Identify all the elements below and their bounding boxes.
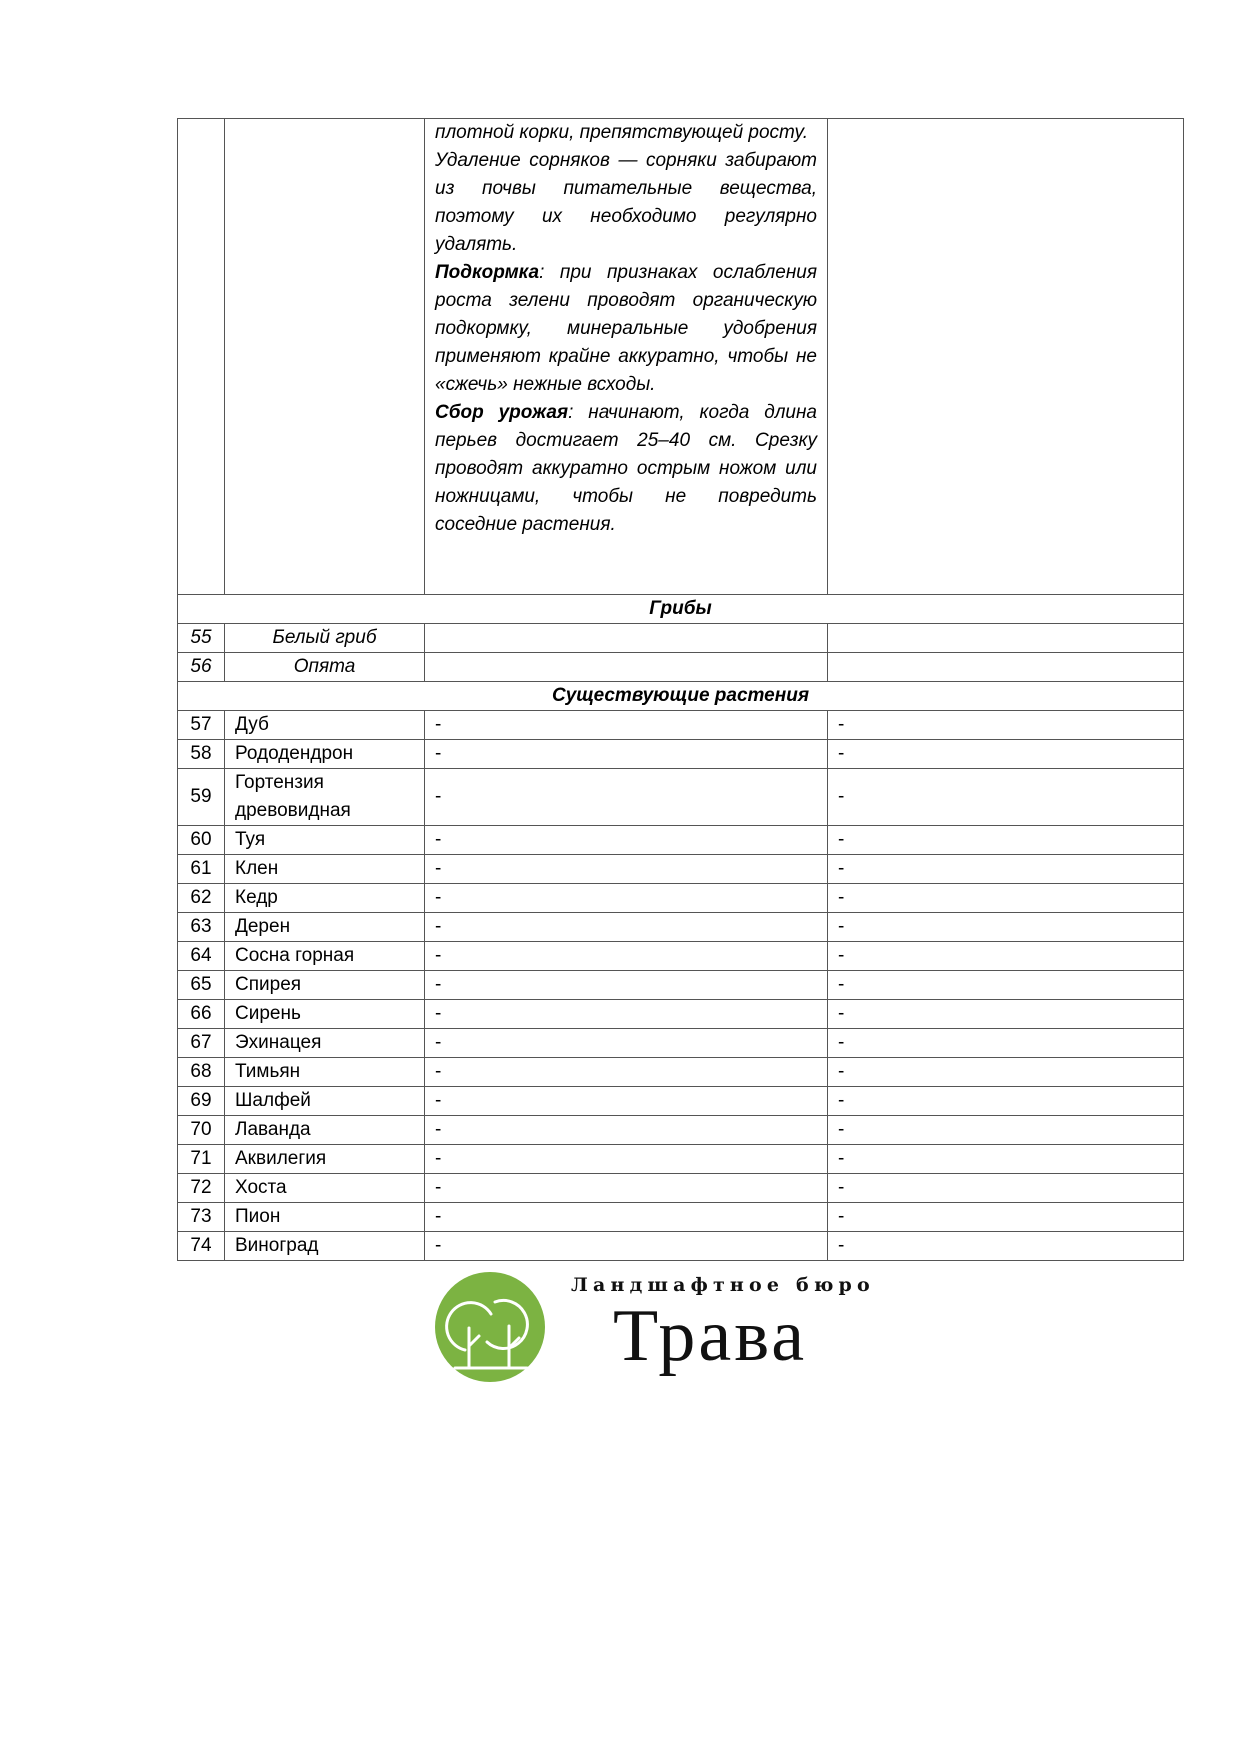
section-title-mushrooms: Грибы bbox=[178, 595, 1184, 624]
row-number: 66 bbox=[178, 1000, 225, 1029]
cell-value: - bbox=[425, 1000, 828, 1029]
table-row bbox=[178, 1087, 1184, 1116]
row-number: 70 bbox=[178, 1116, 225, 1145]
table-row bbox=[178, 1116, 1184, 1145]
cell-value: - bbox=[828, 1029, 1184, 1058]
table-row bbox=[178, 942, 1184, 971]
row-number: 60 bbox=[178, 826, 225, 855]
table-row bbox=[178, 1232, 1184, 1261]
cell-value: - bbox=[828, 1000, 1184, 1029]
table-row bbox=[178, 884, 1184, 913]
plant-name: Тимьян bbox=[225, 1058, 425, 1087]
plant-name: Шалфей bbox=[225, 1087, 425, 1116]
logo-title: Трава bbox=[613, 1295, 808, 1377]
plant-name: Виноград bbox=[225, 1232, 425, 1261]
cell-value: - bbox=[425, 711, 828, 740]
plant-name: Хоста bbox=[225, 1174, 425, 1203]
row-number: 74 bbox=[178, 1232, 225, 1261]
cell-value: - bbox=[828, 855, 1184, 884]
cell-value: - bbox=[425, 913, 828, 942]
cell-value: - bbox=[425, 855, 828, 884]
row-number: 72 bbox=[178, 1174, 225, 1203]
table-row-care-continuation bbox=[178, 119, 1184, 595]
table-row bbox=[178, 826, 1184, 855]
logo-subtitle: Ландшафтное бюро bbox=[571, 1274, 875, 1296]
care-paragraph-4 bbox=[435, 399, 817, 539]
plant-name: Туя bbox=[225, 826, 425, 855]
plant-name: Дерен bbox=[225, 913, 425, 942]
care-paragraph-3 bbox=[435, 259, 817, 399]
cell-value: - bbox=[425, 1116, 828, 1145]
cell-value: - bbox=[828, 1174, 1184, 1203]
care-text-cell bbox=[425, 119, 828, 595]
care-heading-feeding: Подкормка bbox=[435, 262, 540, 283]
row-number: 68 bbox=[178, 1058, 225, 1087]
table-row bbox=[178, 913, 1184, 942]
cell-value: - bbox=[828, 971, 1184, 1000]
cell-empty bbox=[828, 624, 1184, 653]
row-number: 65 bbox=[178, 971, 225, 1000]
cell-value: - bbox=[425, 769, 828, 826]
row-number: 58 bbox=[178, 740, 225, 769]
row-number: 69 bbox=[178, 1087, 225, 1116]
plant-name: Лаванда bbox=[225, 1116, 425, 1145]
plant-name: Кедр bbox=[225, 884, 425, 913]
plant-name: Эхинацея bbox=[225, 1029, 425, 1058]
cell-value: - bbox=[828, 1203, 1184, 1232]
cell-num-empty bbox=[178, 119, 225, 595]
row-number: 57 bbox=[178, 711, 225, 740]
row-number: 64 bbox=[178, 942, 225, 971]
row-number: 56 bbox=[178, 653, 225, 682]
cell-value: - bbox=[828, 1058, 1184, 1087]
cell-value: - bbox=[425, 1087, 828, 1116]
table-row bbox=[178, 855, 1184, 884]
company-logo bbox=[435, 1272, 885, 1384]
cell-empty bbox=[425, 624, 828, 653]
cell-value: - bbox=[425, 1029, 828, 1058]
cell-value: - bbox=[425, 942, 828, 971]
plant-name: Клен bbox=[225, 855, 425, 884]
table-row bbox=[178, 1174, 1184, 1203]
cell-value: - bbox=[425, 826, 828, 855]
cell-value: - bbox=[828, 884, 1184, 913]
plant-name: Рододендрон bbox=[225, 740, 425, 769]
section-row-existing bbox=[178, 682, 1184, 711]
cell-value: - bbox=[828, 1145, 1184, 1174]
cell-empty bbox=[425, 653, 828, 682]
care-heading-harvest: Сбор урожая bbox=[435, 402, 569, 423]
cell-value: - bbox=[425, 740, 828, 769]
plant-name: Аквилегия bbox=[225, 1145, 425, 1174]
cell-value: - bbox=[828, 1087, 1184, 1116]
table-row bbox=[178, 653, 1184, 682]
cell-value: - bbox=[828, 1116, 1184, 1145]
cell-name-empty bbox=[225, 119, 425, 595]
care-text-harvest: : начинают, когда длина перьев достигает 25–40 см. Срезку проводят аккуратно острым ножом или ножницами, чтобы не повредить соседние растения. bbox=[435, 402, 818, 535]
cell-value: - bbox=[828, 769, 1184, 826]
row-number: 61 bbox=[178, 855, 225, 884]
care-paragraph-1: плотной корки, препятствующей росту. bbox=[435, 122, 808, 143]
row-number: 63 bbox=[178, 913, 225, 942]
cell-value: - bbox=[828, 711, 1184, 740]
table-row bbox=[178, 971, 1184, 1000]
care-text-feeding: : при признаках ослабления роста зелени проводят органическую подкормку, минеральные удобрения применяют крайне аккуратно, чтобы не «сжечь» нежные всходы. bbox=[435, 262, 817, 395]
plant-name: Сосна горная bbox=[225, 942, 425, 971]
section-title-existing: Существующие растения bbox=[178, 682, 1184, 711]
cell-value: - bbox=[425, 1174, 828, 1203]
plant-name: Сирень bbox=[225, 1000, 425, 1029]
table-row bbox=[178, 1000, 1184, 1029]
cell-empty bbox=[828, 653, 1184, 682]
plant-name: Гортензия древовидная bbox=[225, 769, 425, 826]
section-row-mushrooms bbox=[178, 595, 1184, 624]
table-row bbox=[178, 711, 1184, 740]
plant-name: Белый гриб bbox=[225, 624, 425, 653]
cell-notes-empty bbox=[828, 119, 1184, 595]
cell-value: - bbox=[828, 1232, 1184, 1261]
care-paragraph-2: Удаление сорняков — сорняки забирают из почвы питательные вещества, поэтому их необходимо регулярно удалять. bbox=[435, 150, 817, 255]
plant-name: Дуб bbox=[225, 711, 425, 740]
cell-value: - bbox=[425, 1058, 828, 1087]
table-row bbox=[178, 1203, 1184, 1232]
row-number: 59 bbox=[178, 769, 225, 826]
plants-table bbox=[177, 118, 1184, 1261]
cell-value: - bbox=[425, 1232, 828, 1261]
row-number: 67 bbox=[178, 1029, 225, 1058]
plant-name: Опята bbox=[225, 653, 425, 682]
cell-value: - bbox=[828, 913, 1184, 942]
row-number: 55 bbox=[178, 624, 225, 653]
table-row bbox=[178, 624, 1184, 653]
cell-value: - bbox=[828, 942, 1184, 971]
cell-value: - bbox=[828, 740, 1184, 769]
row-number: 62 bbox=[178, 884, 225, 913]
cell-value: - bbox=[828, 826, 1184, 855]
plant-name: Пион bbox=[225, 1203, 425, 1232]
two-trees-icon bbox=[435, 1272, 545, 1382]
table-row bbox=[178, 1058, 1184, 1087]
table-row bbox=[178, 740, 1184, 769]
cell-value: - bbox=[425, 1145, 828, 1174]
table-row bbox=[178, 769, 1184, 826]
plant-name: Спирея bbox=[225, 971, 425, 1000]
cell-value: - bbox=[425, 971, 828, 1000]
row-number: 71 bbox=[178, 1145, 225, 1174]
table-row bbox=[178, 1145, 1184, 1174]
table-row bbox=[178, 1029, 1184, 1058]
row-number: 73 bbox=[178, 1203, 225, 1232]
cell-value: - bbox=[425, 1203, 828, 1232]
cell-value: - bbox=[425, 884, 828, 913]
